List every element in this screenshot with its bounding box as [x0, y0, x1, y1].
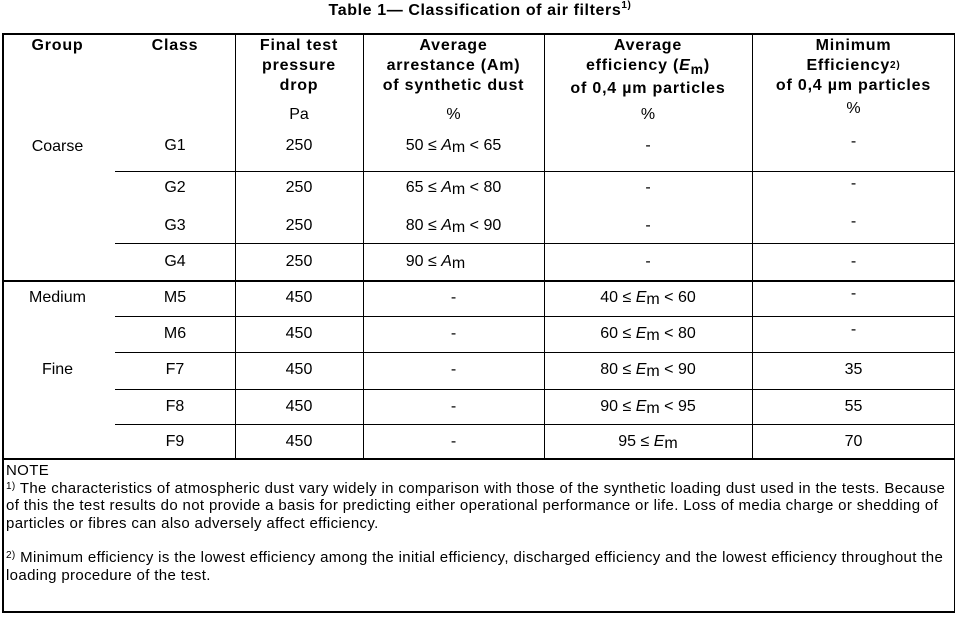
cell-minimum-efficiency: - [850, 133, 857, 150]
unit-minimum-efficiency: % [846, 100, 861, 117]
grid-line [752, 33, 753, 458]
unit-arrestance: % [446, 106, 461, 123]
header-group: Group [31, 37, 84, 54]
group-label-coarse: Coarse [31, 138, 84, 155]
footnote-2: $^{2)}$ Minimum efficiency is the lowest efficiency among the initial efficiency, discharged efficiency and the lowest efficiency throughout the loading procedure of the test. [6, 549, 944, 584]
grid-line [2, 280, 955, 282]
cell-minimum-efficiency: - [850, 253, 857, 270]
header-average-efficiency: Average efficiency $(E_m)$ of 0,4 µm particles [570, 37, 726, 98]
grid-line [115, 243, 955, 244]
header-pressure-drop: Final test pressure drop [259, 37, 339, 94]
cell-arrestance: $65 \le A_m < 80$ [405, 179, 502, 198]
cell-arrestance: - [450, 289, 457, 306]
unit-average-efficiency: % [640, 106, 656, 123]
cell-average-efficiency: - [645, 217, 651, 234]
cell-pressure-drop: 450 [285, 398, 313, 415]
cell-pressure-drop: 450 [285, 289, 313, 306]
grid-line [115, 389, 955, 390]
cell-arrestance: - [450, 433, 457, 450]
title-footnote-mark: 1) [621, 0, 632, 11]
cell-minimum-efficiency: 35 [844, 361, 863, 378]
cell-class: G4 [164, 253, 186, 270]
cell-minimum-efficiency: - [850, 175, 857, 192]
cell-average-efficiency: - [645, 179, 651, 196]
cell-average-efficiency: $60 \le E_m < 80$ [600, 325, 696, 344]
cell-arrestance: - [450, 398, 457, 415]
header-arrestance: Average arrestance (Am) of synthetic dust [382, 37, 525, 94]
cell-pressure-drop: 450 [285, 433, 313, 450]
unit-pressure: Pa [289, 106, 309, 123]
cell-class: G3 [164, 217, 186, 234]
cell-minimum-efficiency: 55 [844, 398, 863, 415]
group-label-fine: Fine [41, 361, 74, 378]
cell-pressure-drop: 450 [285, 361, 313, 378]
cell-arrestance: $90 \le A_m$ [405, 253, 466, 272]
table-title: Table 1— Classification of air filters$^{1)}$ [328, 0, 632, 19]
cell-minimum-efficiency: - [850, 285, 857, 302]
cell-arrestance: - [450, 361, 457, 378]
grid-line [2, 458, 955, 460]
group-label-medium: Medium [29, 289, 86, 306]
cell-class: F7 [165, 361, 185, 378]
table-note [6, 462, 951, 584]
cell-class: G2 [164, 179, 186, 196]
cell-average-efficiency: $95 \le E_m$ [618, 433, 678, 452]
cell-arrestance: - [450, 325, 457, 342]
cell-class: F9 [165, 433, 185, 450]
cell-average-efficiency: $80 \le E_m < 90$ [600, 361, 696, 380]
cell-average-efficiency: $40 \le E_m < 60$ [600, 289, 696, 308]
cell-class: F8 [165, 398, 185, 415]
cell-pressure-drop: 250 [285, 179, 313, 196]
cell-average-efficiency: - [645, 253, 651, 270]
grid-line [115, 424, 955, 425]
cell-class: M6 [163, 325, 187, 342]
cell-pressure-drop: 250 [285, 253, 313, 270]
cell-arrestance: $50 \le A_m < 65$ [405, 137, 502, 156]
grid-line [115, 171, 955, 172]
header-minimum-efficiency: Minimum Efficiency$^{2)}$ of 0,4 µm particles [775, 37, 932, 94]
cell-minimum-efficiency: - [850, 213, 857, 230]
note-heading: NOTE [6, 462, 50, 479]
grid-line [115, 316, 955, 317]
grid-line [115, 352, 955, 353]
cell-arrestance: $80 \le A_m < 90$ [405, 217, 502, 236]
grid-line [363, 33, 364, 458]
cell-class: M5 [163, 289, 187, 306]
cell-class: G1 [164, 137, 186, 154]
cell-average-efficiency: $90 \le E_m < 95$ [600, 398, 696, 417]
cell-pressure-drop: 250 [285, 217, 313, 234]
cell-pressure-drop: 250 [285, 137, 313, 154]
header-class: Class [151, 37, 199, 54]
grid-line [235, 33, 236, 458]
cell-average-efficiency: - [645, 137, 651, 154]
footnote-1: $^{1)}$ The characteristics of atmospheric dust vary widely in comparison with those of the synthetic loading dust used in the tests. Because of this the test results do not provide a basis for predicting either operational performance or life. Loss of media charge or shedding of particles or fibres can also adversely affect efficiency. [6, 479, 946, 532]
cell-minimum-efficiency: 70 [844, 433, 863, 450]
cell-minimum-efficiency: - [850, 321, 857, 338]
cell-pressure-drop: 450 [285, 325, 313, 342]
